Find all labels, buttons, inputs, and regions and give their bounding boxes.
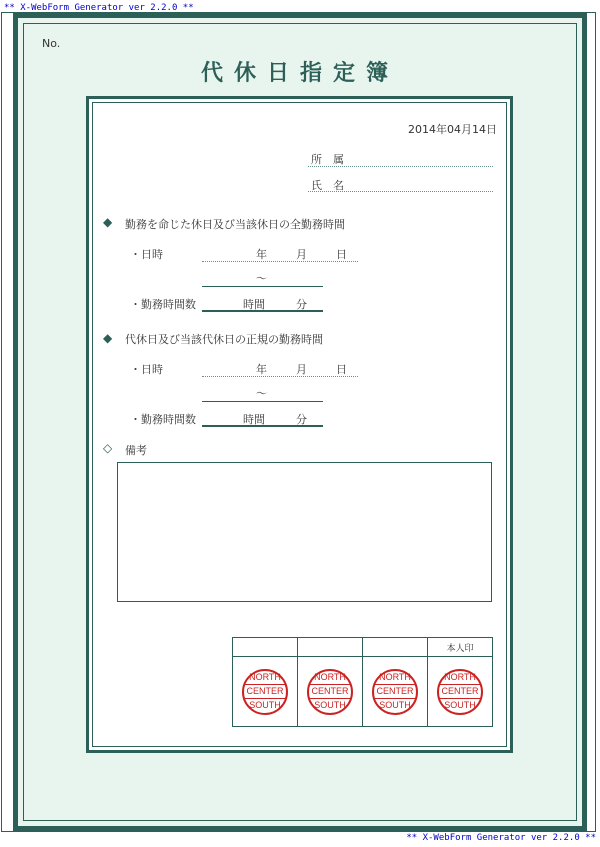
stamp-table	[232, 637, 493, 727]
section2-datetime-label: ・日時	[130, 363, 163, 376]
name-label: 氏 名	[311, 179, 344, 192]
seal-text-bottom: SOUTH	[379, 700, 411, 710]
name-field[interactable]	[308, 191, 493, 192]
seal-text-middle: CENTER	[374, 684, 416, 699]
stamp-cell-3[interactable]	[363, 657, 428, 727]
seal-stamp-icon	[307, 669, 353, 715]
seal-text-middle: CENTER	[439, 684, 481, 699]
form-title: 代休日指定簿	[200, 60, 399, 86]
stamp-cell-2[interactable]	[298, 657, 363, 727]
seal-text-middle: CENTER	[244, 684, 286, 699]
section2-minutes-unit: 分	[296, 413, 307, 426]
affiliation-field[interactable]	[308, 166, 493, 167]
form-date: 2014年04月14日	[408, 123, 497, 136]
section2-heading: 代休日及び当該代休日の正規の勤務時間	[125, 333, 323, 346]
seal-text-bottom: SOUTH	[444, 700, 476, 710]
filled-diamond-icon: ◆	[103, 331, 113, 345]
affiliation-label: 所 属	[311, 153, 344, 166]
seal-text-top: NORTH	[379, 672, 411, 682]
seal-text-bottom: SOUTH	[314, 700, 346, 710]
section1-month-label: 月	[296, 248, 307, 261]
document-number-label: No.	[42, 37, 61, 50]
generator-banner-top: ** X-WebForm Generator ver 2.2.0 **	[4, 3, 194, 13]
generator-banner-bottom: ** X-WebForm Generator ver 2.2.0 **	[406, 833, 596, 843]
section2-range-sep: ～	[256, 387, 267, 400]
seal-text-top: NORTH	[444, 672, 476, 682]
seal-stamp-icon	[242, 669, 288, 715]
remarks-label: 備考	[125, 444, 147, 457]
seal-stamp-icon	[437, 669, 483, 715]
stamp-header-3	[363, 638, 428, 657]
remarks-field[interactable]	[117, 462, 492, 602]
section2-hours-field[interactable]	[202, 425, 323, 427]
stamp-header-2	[298, 638, 363, 657]
section2-hours-unit: 時間	[243, 413, 265, 426]
section1-heading: 勤務を命じた休日及び当該休日の全勤務時間	[125, 218, 345, 231]
section1-minutes-unit: 分	[296, 298, 307, 311]
stamp-cell-1[interactable]	[233, 657, 298, 727]
stamp-header-1	[233, 638, 298, 657]
section2-day-label: 日	[336, 363, 347, 376]
stamp-header-self-seal: 本人印	[428, 638, 493, 657]
section1-date-field[interactable]	[202, 261, 358, 262]
seal-text-middle: CENTER	[309, 684, 351, 699]
section1-hours-field[interactable]	[202, 310, 323, 312]
seal-text-bottom: SOUTH	[249, 700, 281, 710]
section1-datetime-label: ・日時	[130, 248, 163, 261]
seal-stamp-icon	[372, 669, 418, 715]
section2-date-field[interactable]	[202, 376, 358, 377]
stamp-cell-self-seal[interactable]	[428, 657, 493, 727]
section1-range-sep: ～	[256, 272, 267, 285]
section2-hours-label: ・勤務時間数	[130, 413, 196, 426]
section1-day-label: 日	[336, 248, 347, 261]
section1-hours-label: ・勤務時間数	[130, 298, 196, 311]
section2-year-label: 年	[256, 363, 267, 376]
seal-text-top: NORTH	[314, 672, 346, 682]
section2-month-label: 月	[296, 363, 307, 376]
section1-time-range-field[interactable]	[202, 286, 323, 287]
section1-year-label: 年	[256, 248, 267, 261]
section2-time-range-field[interactable]	[202, 401, 323, 402]
outline-diamond-icon: ◇	[103, 441, 113, 455]
seal-text-top: NORTH	[249, 672, 281, 682]
filled-diamond-icon: ◆	[103, 215, 113, 229]
section1-hours-unit: 時間	[243, 298, 265, 311]
